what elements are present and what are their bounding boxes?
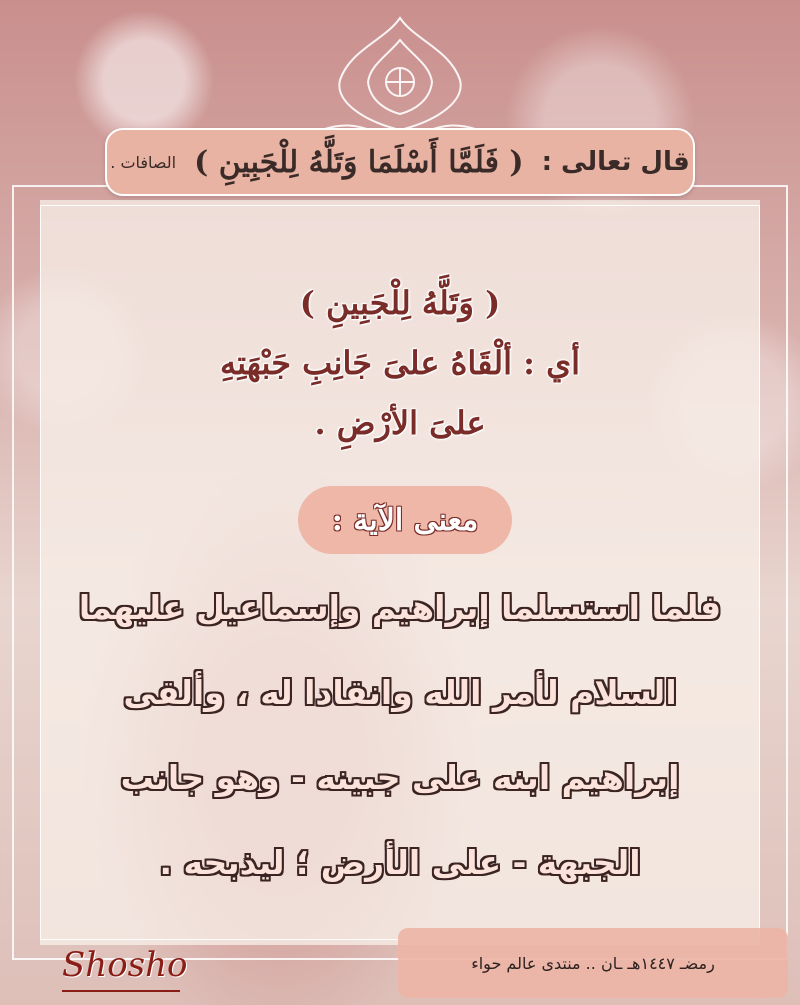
meaning-line: إبراهيم ابنه على جبينه - وهو جانب bbox=[120, 758, 680, 797]
meaning-line: الجبهة - على الأرض ؛ ليذبحه . bbox=[159, 843, 641, 882]
verse-header bbox=[105, 128, 695, 196]
footer-text: رمضـ ١٤٤٧هـ ـان .. منتدى عالم حواء bbox=[471, 953, 715, 973]
footer-banner bbox=[398, 928, 788, 998]
surah-name: الصافات . bbox=[110, 152, 177, 172]
tafsir-explanation: أي : ألْقَاهُ علىَ جَانِبِ جَبْهَتِهِ bbox=[219, 344, 580, 382]
signature-underline bbox=[62, 990, 180, 992]
meaning-title-badge bbox=[298, 486, 512, 554]
tafsir-word: ( وَتَلَّهُ لِلْجَبِينِ ) bbox=[299, 284, 501, 322]
tafsir-explanation-end: علىَ الأرْضِ . bbox=[314, 404, 486, 442]
signature: Shosho bbox=[62, 945, 188, 985]
meaning-line: فلما استسلما إبراهيم وإسماعيل عليهما bbox=[78, 588, 722, 627]
meaning-line: السلام لأمر الله وانقادا له ، وألقى bbox=[123, 673, 677, 712]
verse-intro: قال تعالى : bbox=[541, 147, 690, 177]
ornament-icon bbox=[300, 10, 500, 140]
verse-text: ( فَلَمَّا أَسْلَمَا وَتَلَّهُ لِلْجَبِينِ ) bbox=[194, 144, 524, 180]
meaning-title: معنى الآية : bbox=[331, 502, 479, 538]
